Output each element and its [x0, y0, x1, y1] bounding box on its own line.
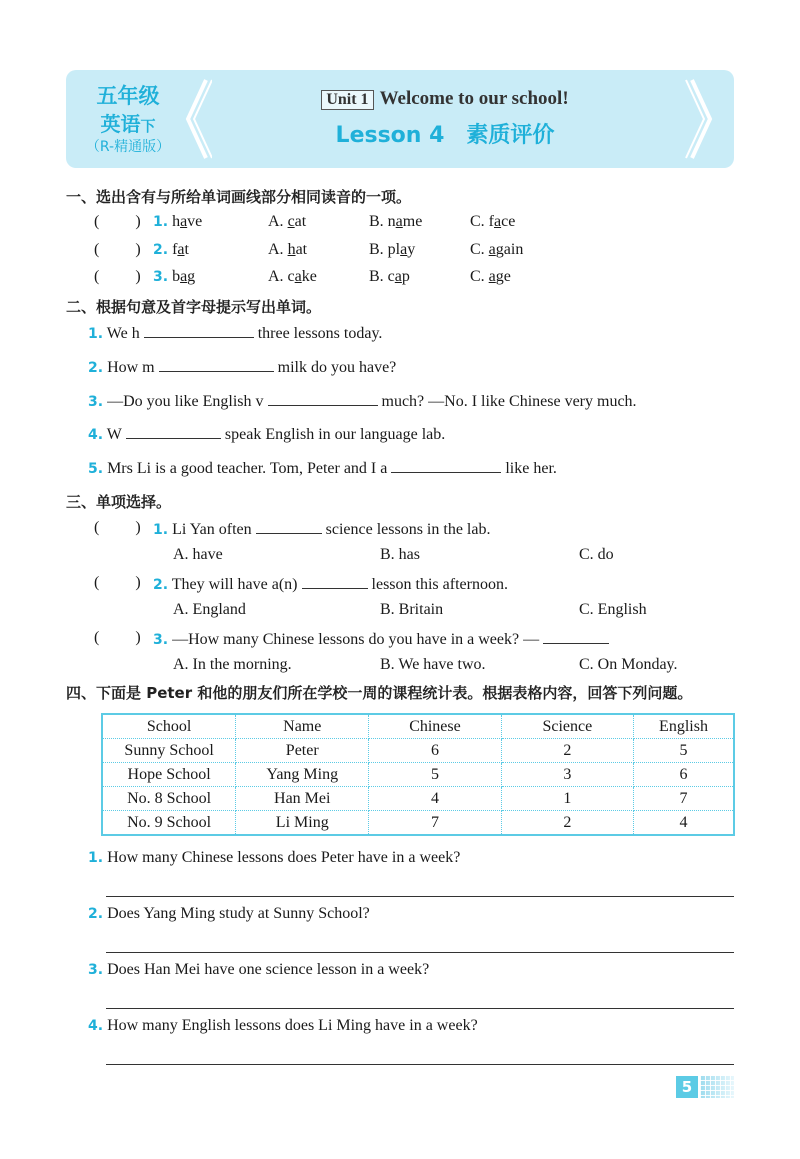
question-end: science lessons in the lab. [325, 521, 491, 538]
answer-blank[interactable] [543, 629, 609, 644]
question-start: Li Yan often [172, 521, 252, 538]
question-text: Does Yang Ming study at Sunny School? [107, 905, 370, 922]
choice-question [153, 629, 613, 649]
sentence-start: We h [106, 325, 140, 342]
table-cell: 2 [501, 811, 633, 836]
question-start: —How many Chinese lessons do you have in a week? — [172, 631, 540, 648]
subject-label [66, 108, 190, 137]
grade-badge [66, 70, 190, 168]
answer-bracket[interactable]: ( ) [94, 574, 141, 591]
item-number: 4. [88, 427, 104, 443]
item-number: 2. [153, 242, 169, 258]
item-number: 2. [88, 360, 104, 376]
answer-blank[interactable] [268, 391, 378, 406]
unit-tag: Unit 1 [321, 90, 373, 110]
answer-blank[interactable] [256, 519, 322, 534]
sentence-end: three lessons today. [257, 325, 383, 342]
target-word: bag [172, 268, 196, 285]
phonics-item [153, 241, 189, 259]
option-b: B. We have two. [380, 656, 486, 673]
section-2-title: 二、根据句意及首字母提示写出单词。 [66, 298, 322, 316]
sentence-start: How m [107, 359, 155, 376]
unit-title-text: Welcome to our school! [379, 88, 569, 109]
sentence-end: like her. [505, 460, 557, 477]
table-cell: Han Mei [236, 787, 369, 811]
section-3-title: 三、单项选择。 [66, 493, 172, 511]
table-header-row [102, 714, 734, 739]
target-word: fat [172, 241, 189, 258]
answer-line[interactable] [106, 896, 734, 897]
fill-in-item [88, 391, 637, 411]
sentence-start: —Do you like English v [107, 393, 264, 410]
page-number: 5 [676, 1076, 698, 1098]
option-b: B. Britain [380, 601, 444, 618]
option-a: A. England [173, 601, 246, 618]
question-end: lesson this afternoon. [371, 576, 508, 593]
edition-label: （R-精通版） [85, 139, 171, 155]
answer-blank[interactable] [391, 458, 501, 473]
item-number: 1. [88, 850, 104, 866]
table-row [102, 763, 734, 787]
table-cell: 7 [369, 811, 501, 836]
reading-question [88, 961, 429, 979]
table-cell: 6 [369, 739, 501, 763]
answer-bracket[interactable]: ( ) [94, 241, 141, 258]
table-cell: 4 [633, 811, 734, 836]
answer-bracket[interactable]: ( ) [94, 629, 141, 646]
option-c: C. do [579, 546, 614, 563]
table-cell: 1 [501, 787, 633, 811]
answer-bracket[interactable]: ( ) [94, 519, 141, 536]
lesson-subtitle: 素质评价 [466, 123, 555, 148]
item-number: 3. [153, 269, 169, 285]
lesson-title [210, 118, 680, 149]
page-corner-pattern [700, 1076, 734, 1098]
fill-in-item [88, 424, 445, 444]
table-row [102, 811, 734, 836]
fill-in-item [88, 458, 557, 478]
answer-blank[interactable] [144, 323, 254, 338]
chevron-right-icon [682, 78, 716, 160]
question-text: How many English lessons does Li Ming have in a week? [107, 1017, 478, 1034]
section-4-title: 四、下面是 Peter 和他的朋友们所在学校一周的课程统计表。根据表格内容，回答下列问题。 [66, 684, 693, 702]
table-row [102, 787, 734, 811]
item-number: 1. [153, 214, 169, 230]
sentence-start: Mrs Li is a good teacher. Tom, Peter and I a [107, 460, 388, 477]
reading-question [88, 849, 460, 867]
option-b: B. has [380, 546, 420, 563]
fill-in-item [88, 323, 382, 343]
term-text: 下 [140, 117, 156, 135]
phonics-item [153, 213, 202, 231]
option-c: C. age [470, 268, 511, 285]
option-c: C. face [470, 213, 516, 230]
subject-text: 英语 [100, 112, 141, 136]
table-cell: Yang Ming [236, 763, 369, 787]
question-text: Does Han Mei have one science lesson in a week? [107, 961, 430, 978]
column-header: Name [236, 714, 369, 739]
answer-blank[interactable] [126, 424, 221, 439]
table-cell: 3 [501, 763, 633, 787]
table-cell: Li Ming [236, 811, 369, 836]
table-cell: 6 [633, 763, 734, 787]
table-cell: 4 [369, 787, 501, 811]
chevron-left-icon [182, 78, 212, 160]
phonics-item [153, 268, 195, 286]
choice-question [153, 519, 490, 539]
question-start: They will have a(n) [171, 576, 298, 593]
answer-blank[interactable] [159, 357, 274, 372]
item-number: 1. [153, 522, 169, 538]
column-header: School [102, 714, 236, 739]
table-cell: No. 9 School [102, 811, 236, 836]
unit-title [210, 88, 680, 110]
answer-blank[interactable] [302, 574, 368, 589]
question-text: How many Chinese lessons does Peter have in a week? [107, 849, 461, 866]
option-c: C. again [470, 241, 524, 258]
column-header: English [633, 714, 734, 739]
answer-line[interactable] [106, 952, 734, 953]
sentence-start: W [106, 426, 122, 443]
answer-bracket[interactable]: ( ) [94, 268, 141, 285]
lesson-number: Lesson 4 [335, 123, 445, 148]
option-a: A. In the morning. [173, 656, 292, 673]
table-row [102, 739, 734, 763]
option-a: A. have [173, 546, 223, 563]
target-word: have [172, 213, 203, 230]
option-a: A. cat [268, 213, 307, 230]
sentence-end: milk do you have? [277, 359, 397, 376]
item-number: 2. [153, 577, 169, 593]
table-cell: 7 [633, 787, 734, 811]
item-number: 3. [88, 394, 104, 410]
option-c: C. English [579, 601, 647, 618]
answer-bracket[interactable]: ( ) [94, 213, 141, 230]
item-number: 4. [88, 1018, 104, 1034]
column-header: Chinese [369, 714, 501, 739]
item-number: 3. [153, 632, 169, 648]
item-number: 3. [88, 962, 104, 978]
item-number: 2. [88, 906, 104, 922]
item-number: 5. [88, 461, 104, 477]
grade-label: 五年级 [96, 84, 160, 108]
option-b: B. cap [369, 268, 410, 285]
lesson-table [101, 713, 735, 836]
option-c: C. On Monday. [579, 656, 678, 673]
table-cell: Peter [236, 739, 369, 763]
option-a: A. hat [268, 241, 308, 258]
option-a: A. cake [268, 268, 317, 285]
table-cell: 5 [633, 739, 734, 763]
table-cell: 2 [501, 739, 633, 763]
table-cell: Hope School [102, 763, 236, 787]
sentence-end: speak English in our language lab. [224, 426, 446, 443]
reading-question [88, 1017, 478, 1035]
option-b: B. play [369, 241, 416, 258]
column-header: Science [501, 714, 633, 739]
section-1-title: 一、选出含有与所给单词画线部分相同读音的一项。 [66, 188, 412, 206]
reading-question [88, 905, 370, 923]
item-number: 1. [88, 326, 104, 342]
answer-line[interactable] [106, 1008, 734, 1009]
answer-line[interactable] [106, 1064, 734, 1065]
option-b: B. name [369, 213, 423, 230]
table-cell: 5 [369, 763, 501, 787]
table-cell: No. 8 School [102, 787, 236, 811]
table-cell: Sunny School [102, 739, 236, 763]
choice-question [153, 574, 508, 594]
fill-in-item [88, 357, 396, 377]
sentence-end: much? —No. I like Chinese very much. [381, 393, 637, 410]
